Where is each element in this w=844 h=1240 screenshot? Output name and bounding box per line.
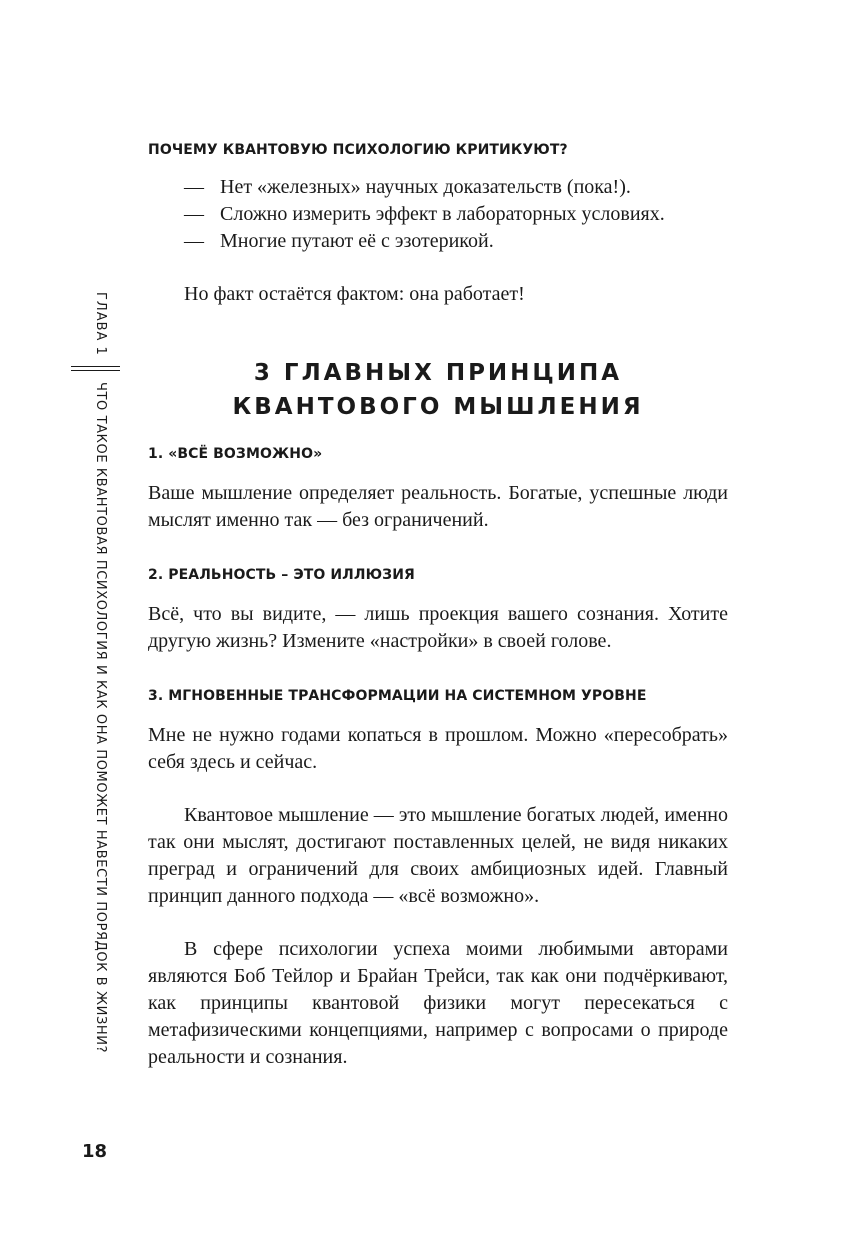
body-paragraph: Квантовое мышление — это мышление богатых людей, именно так они мыслят, достигают поставленных целей, не видя никаких преград и ограничений для своих амбициозных идей. Главный принцип данного подхода — «всё возможно». [148,804,728,907]
section-title-line: 3 ГЛАВНЫХ ПРИНЦИПА [253,360,623,386]
dash-marker: — [184,176,204,198]
body-paragraph: В сфере психологии успеха моими любимыми авторами являются Боб Тейлор и Брайан Трейси, так как они подчёркивают, как принципы квантовой физики могут пересекаться с метафизическими концепциями, например с вопросами о природе реальности и сознания. [148,938,728,1068]
principle-text: Всё, что вы видите, — лишь проекция вашего сознания. Хотите другую жизнь? Измените «настройки» в своей голове. [148,603,728,652]
principle-heading: 1. «ВСЁ ВОЗМОЖНО» [148,446,323,462]
list-item-text: Нет «железных» научных доказательств (пока!). [220,176,631,198]
list-item [184,174,728,201]
dash-marker: — [184,230,204,252]
page-content [148,142,728,1071]
critique-heading: ПОЧЕМУ КВАНТОВУЮ ПСИХОЛОГИЮ КРИТИКУЮТ? [148,142,568,158]
principle-text: Ваше мышление определяет реальность. Богатые, успешные люди мыслят именно так — без ограничений. [148,482,728,531]
running-head-divider [71,366,120,371]
page-number: 18 [82,1141,108,1162]
dash-marker: — [184,203,204,225]
list-item-text: Сложно измерить эффект в лабораторных условиях. [220,203,665,225]
principle-heading: 3. МГНОВЕННЫЕ ТРАНСФОРМАЦИИ НА СИСТЕМНОМ УРОВНЕ [148,688,647,704]
running-head-chapter: ГЛАВА 1 [93,292,108,356]
principle-heading: 2. РЕАЛЬНОСТЬ – ЭТО ИЛЛЮЗИЯ [148,567,415,583]
section-title [148,356,728,424]
list-item [184,228,728,255]
running-head-title: ЧТО ТАКОЕ КВАНТОВАЯ ПСИХОЛОГИЯ И КАК ОНА ПОМОЖЕТ НАВЕСТИ ПОРЯДОК В ЖИЗНИ? [93,382,108,1054]
list-item-text: Многие путают её с эзотерикой. [220,230,494,252]
list-item [184,201,728,228]
principle-text: Мне не нужно годами копаться в прошлом. Можно «пересобрать» себя здесь и сейчас. [148,724,728,773]
critique-list [148,174,728,255]
section-title-line: КВАНТОВОГО МЫШЛЕНИЯ [232,394,644,420]
critique-conclusion: Но факт остаётся фактом: она работает! [184,283,525,305]
